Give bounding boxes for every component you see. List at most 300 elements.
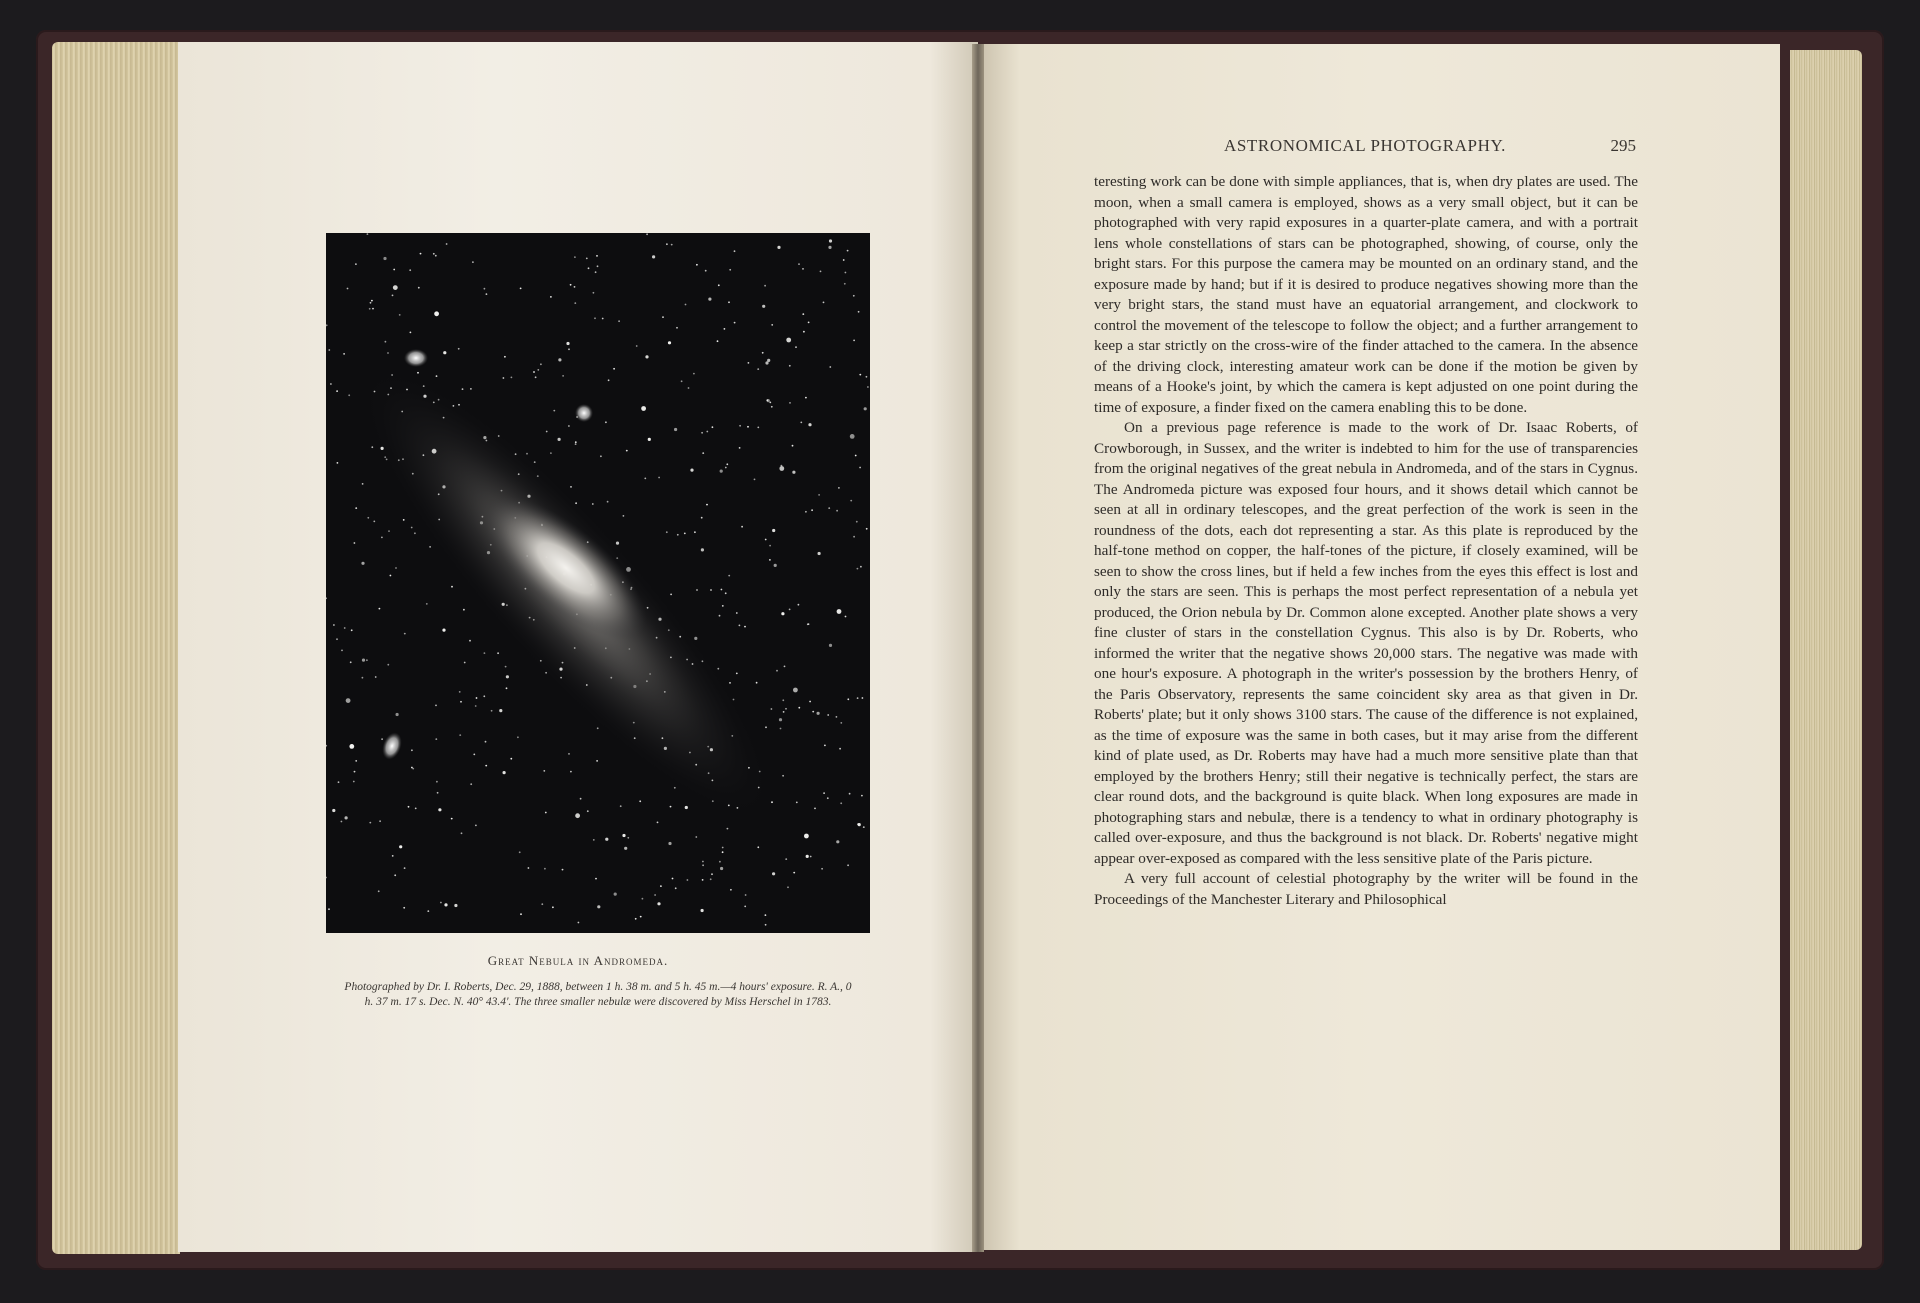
star-dot — [717, 340, 719, 342]
star-dot — [505, 666, 507, 668]
star-dot — [803, 331, 805, 333]
star-dot — [566, 342, 569, 345]
star-dot — [511, 377, 513, 379]
star-dot — [444, 903, 447, 906]
star-dot — [676, 327, 678, 329]
star-dot — [769, 559, 771, 561]
star-dot — [332, 809, 335, 812]
star-dot — [442, 629, 445, 632]
star-dot — [837, 609, 842, 614]
star-dot — [717, 668, 719, 670]
star-dot — [411, 527, 413, 529]
star-dot — [483, 695, 485, 697]
star-dot — [341, 821, 343, 823]
star-dot — [644, 478, 646, 480]
star-dot — [668, 341, 671, 344]
star-dot — [379, 820, 381, 822]
star-dot — [657, 902, 660, 905]
star-dot — [446, 243, 448, 245]
star-dot — [847, 250, 849, 252]
star-dot — [764, 285, 766, 287]
star-dot — [528, 867, 530, 869]
star-dot — [408, 806, 410, 808]
star-dot — [710, 878, 712, 880]
star-dot — [506, 675, 509, 678]
star-dot — [379, 608, 381, 610]
star-dot — [754, 479, 756, 481]
star-dot — [772, 529, 775, 532]
star-dot — [436, 781, 438, 783]
star-dot — [574, 286, 576, 288]
star-dot — [602, 318, 604, 320]
star-dot — [593, 839, 595, 841]
star-dot — [597, 265, 599, 267]
star-dot — [410, 332, 412, 334]
star-dot — [681, 380, 683, 382]
star-dot — [399, 314, 401, 316]
star-dot — [792, 471, 795, 474]
star-dot — [807, 623, 809, 625]
star-dot — [361, 562, 364, 565]
star-dot — [558, 438, 561, 441]
star-dot — [818, 552, 821, 555]
star-dot — [592, 503, 594, 505]
star-dot — [570, 284, 572, 286]
star-dot — [672, 878, 674, 880]
star-dot — [472, 261, 474, 263]
running-head: ASTRONOMICAL PHOTOGRAPHY. — [1223, 136, 1506, 155]
star-dot — [666, 531, 668, 533]
body-text — [1094, 172, 1638, 910]
star-dot — [333, 624, 335, 626]
star-dot — [464, 662, 466, 664]
star-dot — [685, 304, 687, 306]
star-dot — [824, 745, 826, 747]
star-dot — [587, 810, 589, 812]
star-dot — [570, 771, 572, 773]
star-dot — [694, 531, 696, 533]
star-dot — [485, 741, 487, 743]
star-dot — [722, 851, 724, 853]
star-dot — [484, 288, 486, 290]
star-dot — [543, 770, 545, 772]
star-dot — [765, 914, 767, 916]
star-dot — [433, 253, 435, 255]
star-dot — [491, 710, 493, 712]
star-dot — [570, 486, 572, 488]
star-dot — [580, 798, 582, 800]
star-dot — [845, 616, 847, 618]
star-dot — [646, 233, 648, 235]
star-dot — [710, 589, 712, 591]
star-dot — [392, 295, 394, 297]
star-dot — [718, 284, 720, 286]
star-dot — [802, 268, 804, 270]
star-dot — [568, 425, 570, 427]
star-dot — [588, 267, 590, 269]
star-dot — [744, 906, 746, 908]
star-dot — [827, 797, 829, 799]
star-dot — [535, 376, 537, 378]
star-dot — [724, 328, 726, 330]
star-dot — [828, 507, 830, 509]
star-dot — [776, 670, 778, 672]
star-dot — [520, 913, 522, 915]
star-dot — [701, 432, 703, 434]
star-dot — [550, 452, 552, 454]
star-dot — [417, 372, 419, 374]
star-dot — [504, 356, 506, 358]
star-dot — [769, 402, 771, 404]
star-dot — [574, 302, 576, 304]
page-number: 295 — [1610, 136, 1636, 155]
star-dot — [817, 712, 820, 715]
star-dot — [404, 867, 406, 869]
star-dot — [429, 546, 431, 548]
star-dot — [836, 840, 839, 843]
star-dot — [594, 317, 596, 319]
star-dot — [860, 566, 862, 568]
star-dot — [578, 922, 580, 924]
star-dot — [739, 625, 741, 627]
star-dot — [462, 388, 464, 390]
star-dot — [694, 637, 697, 640]
star-dot — [336, 390, 338, 392]
star-dot — [845, 272, 847, 274]
star-dot — [642, 898, 644, 900]
paragraph: A very full account of celestial photography by the writer will be found in the Proceedings of the Manchester Literary and Philosophical — [1094, 870, 1638, 908]
star-dot — [823, 792, 825, 794]
star-dot — [774, 564, 777, 567]
star-dot — [762, 305, 765, 308]
star-dot — [836, 510, 838, 512]
star-dot — [660, 885, 662, 887]
star-dot — [702, 864, 704, 866]
star-dot — [728, 301, 730, 303]
star-dot — [782, 775, 784, 777]
star-dot — [371, 300, 373, 302]
star-dot — [793, 872, 795, 874]
star-dot — [366, 659, 368, 661]
star-dot — [857, 697, 859, 699]
star-dot — [818, 494, 820, 496]
star-dot — [769, 545, 771, 547]
star-dot — [362, 483, 364, 485]
star-dot — [702, 861, 704, 863]
star-dot — [461, 832, 463, 834]
star-dot — [766, 399, 768, 401]
star-dot — [706, 504, 708, 506]
star-dot — [484, 652, 486, 654]
star-dot — [701, 517, 703, 519]
star-dot — [662, 316, 664, 318]
star-dot — [762, 352, 764, 354]
star-dot — [789, 365, 791, 367]
star-dot — [435, 705, 437, 707]
star-dot — [765, 361, 768, 364]
star-dot — [808, 322, 810, 324]
star-dot — [639, 800, 641, 802]
star-dot — [614, 893, 617, 896]
star-dot — [859, 374, 861, 376]
star-dot — [485, 765, 487, 767]
star-dot — [458, 348, 460, 350]
star-dot — [438, 808, 441, 811]
star-dot — [654, 894, 656, 896]
star-dot — [519, 851, 521, 853]
star-dot — [781, 612, 784, 615]
star-dot — [378, 890, 380, 892]
star-dot — [844, 283, 846, 285]
star-dot — [786, 338, 791, 343]
star-dot — [355, 263, 357, 265]
star-dot — [475, 825, 477, 827]
star-dot — [328, 349, 330, 351]
star-dot — [706, 431, 708, 433]
star-dot — [708, 298, 711, 301]
star-dot — [657, 822, 659, 824]
star-dot — [641, 406, 646, 411]
star-dot — [354, 542, 356, 544]
star-dot — [552, 906, 554, 908]
star-dot — [347, 288, 349, 290]
star-dot — [720, 470, 723, 473]
star-dot — [864, 407, 867, 410]
star-dot — [463, 609, 465, 611]
star-dot — [593, 292, 595, 294]
star-dot — [385, 341, 387, 343]
star-dot — [843, 259, 845, 261]
star-dot — [337, 462, 339, 464]
star-dot — [562, 375, 564, 377]
star-dot — [739, 425, 741, 427]
star-dot — [383, 257, 386, 260]
star-dot — [387, 664, 389, 666]
star-dot — [867, 386, 869, 388]
star-dot — [721, 589, 723, 591]
star-dot — [696, 589, 698, 591]
star-dot — [597, 905, 600, 908]
star-dot — [372, 308, 374, 310]
star-dot — [800, 422, 802, 424]
star-dot — [460, 701, 462, 703]
star-dot — [793, 688, 798, 693]
star-dot — [687, 879, 689, 881]
star-dot — [351, 629, 353, 631]
star-dot — [804, 834, 809, 839]
star-dot — [622, 834, 625, 837]
star-dot — [674, 787, 676, 789]
star-dot — [726, 463, 728, 465]
star-dot — [779, 718, 782, 721]
star-dot — [840, 802, 842, 804]
star-dot — [693, 373, 695, 375]
star-dot — [744, 626, 746, 628]
star-dot — [734, 250, 736, 252]
star-dot — [729, 682, 731, 684]
nebula-image — [326, 233, 870, 933]
star-dot — [736, 673, 738, 675]
star-dot — [806, 855, 809, 858]
star-dot — [719, 615, 721, 617]
star-dot — [789, 609, 791, 611]
star-dot — [575, 813, 580, 818]
star-dot — [338, 781, 340, 783]
star-dot — [670, 806, 672, 808]
star-dot — [850, 500, 852, 502]
star-dot — [596, 760, 598, 762]
star-dot — [823, 302, 825, 304]
star-dot — [623, 515, 625, 517]
star-dot — [443, 351, 446, 354]
star-dot — [503, 377, 505, 379]
star-dot — [595, 271, 597, 273]
star-dot — [533, 371, 535, 373]
star-dot — [695, 836, 697, 838]
star-dot — [388, 530, 390, 532]
star-dot — [838, 487, 840, 489]
star-dot — [648, 438, 651, 441]
star-dot — [677, 534, 679, 536]
star-dot — [550, 296, 552, 298]
star-dot — [510, 758, 512, 760]
star-dot — [670, 594, 672, 596]
star-dot — [720, 867, 723, 870]
star-dot — [862, 697, 864, 699]
star-dot — [396, 713, 399, 716]
star-dot — [387, 352, 389, 354]
star-dot — [741, 526, 743, 528]
paragraph: On a previous page reference is made to the work of Dr. Isaac Roberts, of Crowborough, in Sussex, and the writer is indebted to him for the use of transparencies from the original negatives of the great nebula in Andromeda, and of the stars in Cygnus. The Andromeda picture was exposed four hours, and it shows detail which cannot be seen at all in ordinary telescopes, and the great perfection of the work is seen in the roundness of the dots, each dot representing a star. As this plate is reproduced by the half-tone method on copper, the half-tones of the picture, if closely examined, will be seen to show the cross lines, but if held a few inches from the eyes this effect is lost and only the stars are seen. This is perhaps the most perfect representation of a nebula yet produced, the Orion nebula by Dr. Common alone excepted. Another plate shows a very fine cluster of stars in the constellation Cygnus. This also is by Dr. Roberts, who informed the writer that the negative shows 20,000 stars. The negative was made with one hour's exposure. A photograph in the writer's possession by the brothers Henry, of the Paris Observatory, represents the same coincident sky area as that given in Dr. Roberts' plate; but it only shows 3100 stars. The cause of the difference is not explained, as the time of exposure was the same in both cases, but it may arise from the different kind of plate used, as Dr. Roberts may have had a much more sensitive plate than that employed by the brothers Henry; still their negative is technically perfect, the stars are clear round dots, and the background is quite black. When long exposures are made in photographing stars and nebulæ, there is a tendency to what in ordinary photography is called over-exposure, and thus the background is not black. Dr. Roberts' negative might appear over-exposed as compared with the less sensitive plate of the Paris picture. — [1094, 419, 1638, 867]
star-dot — [705, 270, 707, 272]
star-dot — [392, 855, 394, 857]
star-dot — [624, 847, 627, 850]
star-dot — [411, 749, 413, 751]
star-dot — [652, 255, 655, 258]
plate-caption-text: Photographed by Dr. I. Roberts, Dec. 29, 1888, between 1 h. 38 m. and 5 h. 45 m.—4 hours' exposure. R. A., 0 h. 37 m. 17 s. Dec. N. 40° 43.4'. The three smaller nebulæ were discovered by Miss Herschel in 1783. — [344, 981, 852, 1008]
star-dot — [415, 808, 417, 810]
star-dot — [739, 447, 741, 449]
star-dot — [853, 340, 855, 342]
page-edges-right — [1790, 50, 1862, 1250]
star-dot — [454, 904, 457, 907]
star-dot — [727, 828, 729, 830]
star-dot — [784, 666, 786, 668]
star-dot — [553, 410, 555, 412]
star-dot — [575, 443, 577, 445]
star-dot — [675, 887, 677, 889]
star-dot — [541, 903, 543, 905]
star-dot — [796, 802, 798, 804]
star-dot — [748, 362, 750, 364]
star-dot — [370, 302, 372, 304]
star-dot — [779, 466, 784, 471]
star-dot — [772, 872, 775, 875]
star-dot — [645, 355, 648, 358]
star-dot — [418, 287, 420, 289]
star-dot — [829, 366, 831, 368]
star-dot — [725, 592, 727, 594]
star-dot — [345, 816, 348, 819]
star-dot — [616, 542, 619, 545]
star-dot — [829, 644, 832, 647]
star-dot — [850, 434, 855, 439]
star-dot — [747, 426, 749, 428]
star-dot — [866, 528, 868, 530]
star-dot — [866, 376, 868, 378]
star-dot — [600, 455, 602, 457]
star-dot — [777, 246, 780, 249]
star-dot — [771, 708, 773, 710]
star-dot — [711, 873, 713, 875]
star-dot — [473, 754, 475, 756]
star-dot — [459, 734, 461, 736]
star-dot — [605, 838, 608, 841]
star-dot — [568, 348, 570, 350]
star-dot — [440, 902, 442, 904]
star-dot — [597, 727, 599, 729]
star-dot — [821, 868, 823, 870]
star-dot — [328, 908, 330, 910]
star-dot — [828, 246, 831, 249]
star-dot — [765, 539, 767, 541]
star-dot — [367, 517, 369, 519]
star-dot — [348, 394, 350, 396]
star-dot — [336, 638, 338, 640]
andromeda-nebula-photograph — [326, 233, 870, 933]
star-dot — [562, 869, 564, 871]
star-dot — [486, 293, 488, 295]
star-dot — [745, 894, 747, 896]
star-dot — [658, 477, 660, 479]
star-dot — [636, 345, 638, 347]
star-dot — [802, 313, 804, 315]
star-dot — [330, 383, 332, 385]
star-dot — [789, 402, 791, 404]
star-dot — [544, 868, 546, 870]
star-dot — [414, 532, 416, 534]
star-dot — [684, 533, 686, 535]
star-dot — [381, 738, 383, 740]
star-dot — [798, 263, 800, 265]
star-dot — [771, 406, 773, 408]
star-dot — [725, 467, 727, 469]
star-dot — [537, 369, 539, 371]
star-dot — [545, 812, 547, 814]
star-dot — [640, 916, 642, 918]
star-dot — [355, 760, 357, 762]
star-dot — [362, 677, 364, 679]
star-dot — [409, 269, 411, 271]
star-dot — [858, 311, 860, 313]
star-dot — [863, 826, 865, 828]
star-dot — [470, 783, 472, 785]
star-dot — [853, 536, 855, 538]
star-dot — [674, 428, 677, 431]
star-dot — [785, 708, 787, 710]
star-dot — [856, 521, 858, 523]
star-dot — [671, 244, 673, 246]
star-dot — [805, 397, 807, 399]
star-dot — [437, 792, 439, 794]
star-dot — [369, 308, 371, 310]
star-dot — [688, 387, 690, 389]
star-dot — [608, 379, 610, 381]
star-dot — [812, 711, 814, 713]
star-dot — [690, 469, 693, 472]
star-dot — [435, 738, 437, 740]
star-dot — [859, 467, 861, 469]
